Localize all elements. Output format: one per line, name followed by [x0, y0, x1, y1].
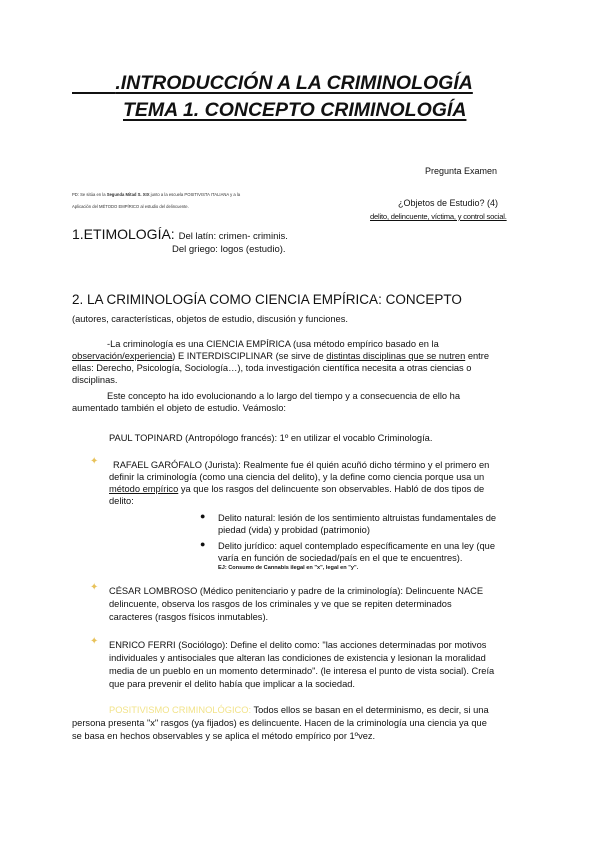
positivism-label: POSITIVISMO CRIMINOLÓGICO:	[109, 705, 252, 715]
ferri-line-1: ENRICO FERRI (Sociólogo): Define el delito como: "las acciones determinadas por motivos	[109, 640, 487, 650]
exam-question: ¿Objetos de Estudio? (4)	[398, 198, 499, 208]
lombroso-line-1: CÉSAR LOMBROSO (Médico penitenciario y padre de la criminología): Delincuente NACE	[109, 586, 484, 596]
etymology-latin: Del latín: crimen- criminis.	[178, 231, 288, 242]
note-line-2: Aplicación del MÉTODO EMPÍRICO al estudio del delincuente.	[72, 204, 189, 209]
section-concept-heading: 2. LA CRIMINOLOGÍA COMO CIENCIA EMPÍRICA: CONCEPTO	[72, 292, 462, 307]
note-line-1: PD: Se sitúa en la Segunda Mitad S. XIX junto a la escuela POSITIVISTA ITALIANA y a la	[72, 192, 241, 197]
evolution-line-1: Este concepto ha ido evolucionando a lo largo del tiempo y a consecuencia de ello ha	[107, 391, 461, 401]
delito-juridico-line-2: varía en función de sociedad/país en el que te encuentres).	[218, 553, 463, 563]
star-bullet-icon: ✦	[90, 636, 99, 647]
delito-juridico-line-1: Delito jurídico: aquel contemplado específicamente en una ley (que	[218, 541, 496, 551]
positivism-line-1: POSITIVISMO CRIMINOLÓGICO: Todos ellos se basan en el determinismo, es decir, si una	[109, 705, 489, 715]
positivism-line-2: persona presenta "x" rasgos (ya fijados) es delincuente. Hacen de la criminología una ciencia ya que	[72, 718, 487, 728]
lombroso-line-2: delincuente, observa los rasgos de los criminales y ve que se repiten determinados	[109, 599, 452, 609]
section-etymology-heading: 1.ETIMOLOGÍA: Del latín: crimen- criminis.	[72, 226, 288, 242]
bullet-dot-icon: ●	[200, 539, 206, 549]
ferri-line-4: que para prevenir el delito había que implicar a la sociedad.	[109, 679, 356, 689]
ferri-line-3: media de un pueblo en un momento determinado". (le interesa el punto de vista social). Creía	[109, 666, 495, 676]
lombroso-line-3: caracteres (rasgos físicos inmutables).	[109, 612, 269, 622]
author-topinard: PAUL TOPINARD (Antropólogo francés): 1º en utilizar el vocablo Criminología.	[109, 433, 433, 443]
etymology-greek: Del griego: logos (estudio).	[172, 244, 286, 255]
garofalo-line-4: delito:	[109, 496, 134, 506]
garofalo-line-2: definir la criminología (como una ciencia del delito), y la define como ciencia porque usa un	[109, 472, 485, 482]
delito-natural-line-2: piedad (vida) y probidad (patrimonio)	[218, 525, 370, 535]
positivism-line-3: se basa en hechos observables y se aplica el método empírico por 1ºvez.	[72, 731, 376, 741]
intro-line-1: -La criminología es una CIENCIA EMPÍRICA (usa método empírico basado en la	[107, 339, 439, 349]
delito-example: EJ: Consumo de Cannabis ilegal en "x", legal en "y".	[218, 565, 359, 571]
exam-label: Pregunta Examen	[425, 166, 498, 176]
delito-natural-line-1: Delito natural: lesión de los sentimiento altruistas fundamentales de	[218, 513, 497, 523]
garofalo-line-1: RAFAEL GARÓFALO (Jurista): Realmente fue él quién acuñó dicho término y el primero en	[113, 460, 490, 470]
bullet-dot-icon: ●	[200, 511, 206, 521]
garofalo-line-3: método empírico ya que los rasgos del delincuente son observables. Habló de dos tipos de	[109, 484, 485, 494]
intro-line-4: disciplinas.	[72, 375, 118, 385]
document-subtitle: TEMA 1. CONCEPTO CRIMINOLOGÍA	[123, 99, 467, 121]
star-bullet-icon: ✦	[90, 456, 99, 467]
intro-line-2: observación/experiencia) E INTERDISCIPLINAR (se sirve de distintas disciplinas que se nutren entre	[72, 351, 490, 361]
document-title: .INTRODUCCIÓN A LA CRIMINOLOGÍA	[115, 72, 473, 94]
section-concept-subheading: (autores, características, objetos de estudio, discusión y funciones.	[72, 314, 348, 324]
exam-answer: delito, delincuente, víctima, y control social.	[370, 212, 507, 221]
intro-line-3: ellas: Derecho, Psicología, Sociología…), toda investigación científica necesita a otras ciencias o	[72, 363, 472, 373]
star-bullet-icon: ✦	[90, 582, 99, 593]
evolution-line-2: aumentado también el objeto de estudio. Veámoslo:	[72, 403, 286, 413]
ferri-line-2: individuales y antisociales que alteran las condiciones de existencia y lesionan la moralidad	[109, 653, 486, 663]
